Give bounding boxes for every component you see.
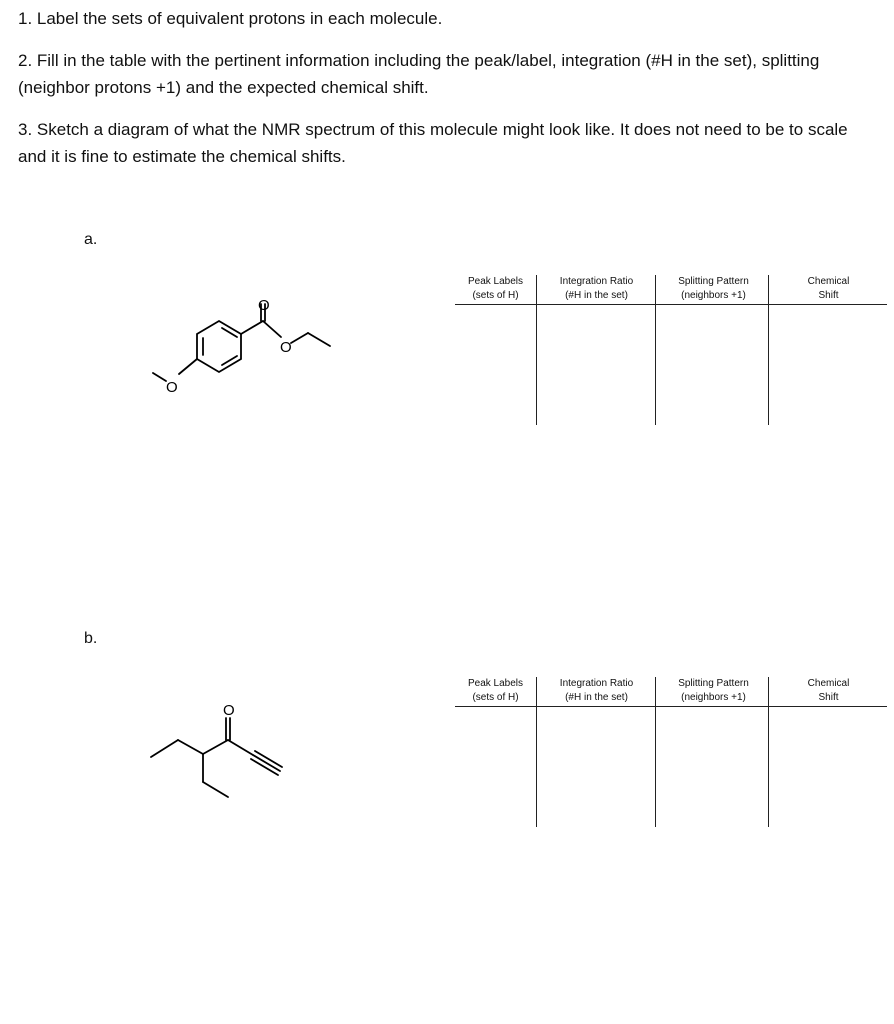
atom-o-ketone-b: O — [223, 702, 235, 719]
table-a-header-chemical-shift: Chemical Shift — [807, 276, 850, 301]
instruction-3: 3. Sketch a diagram of what the NMR spectrum of this molecule might look like. It does not need to be to scale and it is fine to estimate the chemical shifts. — [18, 120, 848, 166]
table-b-header-integration: Integration Ratio (#H in the set) — [559, 678, 634, 703]
molecule-b-structure — [140, 695, 300, 805]
instruction-2: 2. Fill in the table with the pertinent information including the peak/label, integration (#H in the set), splitting (neighbor protons +1) and the expected chemical shift. — [18, 51, 820, 97]
table-b-header-rule — [455, 706, 887, 707]
atom-o-methoxy-a: O — [166, 379, 178, 396]
table-b-divider-3 — [768, 677, 769, 827]
table-b-divider-1 — [536, 677, 537, 827]
table-a-header-splitting: Splitting Pattern (neighbors +1) — [678, 276, 749, 301]
table-a-header-peak-labels: Peak Labels (sets of H) — [467, 276, 524, 301]
atom-o-ester-a: O — [280, 339, 292, 356]
problem-b-label: b. — [84, 630, 98, 647]
table-a-divider-1 — [536, 275, 537, 425]
nmr-table-a — [455, 275, 887, 425]
instruction-1: 1. Label the sets of equivalent protons in each molecule. — [18, 9, 443, 28]
nmr-table-b — [455, 677, 887, 827]
table-b-divider-2 — [655, 677, 656, 827]
molecule-a-structure — [140, 290, 340, 400]
bond-ring-carbonyl — [241, 321, 263, 334]
problem-a-label: a. — [84, 231, 98, 248]
table-b-header-splitting: Splitting Pattern (neighbors +1) — [678, 678, 749, 703]
atom-o-carbonyl-a: O — [258, 297, 270, 314]
bond-carbonyl-alkyne — [228, 740, 253, 755]
table-a-divider-2 — [655, 275, 656, 425]
table-b-header-chemical-shift: Chemical Shift — [807, 678, 850, 703]
table-b-header-peak-labels: Peak Labels (sets of H) — [467, 678, 524, 703]
table-a-header-integration: Integration Ratio (#H in the set) — [559, 276, 634, 301]
table-a-header-rule — [455, 304, 887, 305]
table-a-divider-3 — [768, 275, 769, 425]
